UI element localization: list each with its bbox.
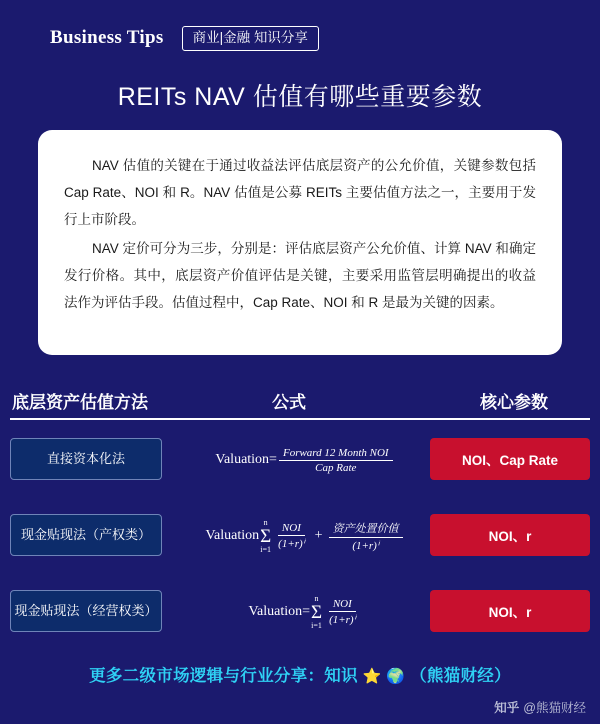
method-cell: 现金贴现法（产权类） bbox=[10, 514, 162, 556]
sum-upper-limit: n bbox=[314, 593, 319, 603]
fraction bbox=[329, 520, 403, 552]
footer-banner bbox=[0, 662, 600, 686]
formula-cell bbox=[180, 430, 430, 490]
table-body bbox=[0, 430, 600, 658]
header-divider bbox=[10, 418, 590, 420]
sum-upper-limit: n bbox=[263, 517, 268, 527]
fraction bbox=[279, 447, 393, 474]
brand-title: Business Tips bbox=[50, 27, 164, 49]
fraction-denominator: Cap Rate bbox=[315, 461, 357, 474]
formula-cell bbox=[180, 582, 430, 642]
sigma-glyph: Σ bbox=[260, 525, 272, 547]
footer-text-after: （熊猫财经） bbox=[410, 667, 511, 685]
fraction-numerator: 资产处置价值 bbox=[329, 520, 403, 538]
params-cell: NOI、Cap Rate bbox=[430, 438, 590, 480]
table-header bbox=[0, 388, 600, 414]
column-header-method: 底层资产估值方法 bbox=[12, 393, 148, 412]
page-title: REITs NAV 估值有哪些重要参数 bbox=[117, 82, 483, 111]
fraction-numerator: NOI bbox=[278, 522, 305, 536]
summation-symbol bbox=[260, 519, 271, 554]
fraction-denominator: (1+r)ⁱ bbox=[278, 538, 305, 550]
plus-sign: + bbox=[314, 528, 323, 543]
sigma-glyph: Σ bbox=[311, 601, 323, 623]
formula-label: Valuation bbox=[205, 528, 260, 543]
intro-paragraph-1: NAV 估值的关键在于通过收益法评估底层资产的公允价值，关键参数包括 Cap Rate、NOI 和 R。NAV 估值是公募 REITs 主要估值方法之一，主要用于发行上市阶段。 bbox=[64, 158, 536, 227]
summation-symbol bbox=[311, 595, 322, 630]
brand-tag: 商业|金融 知识分享 bbox=[182, 26, 319, 51]
watermark-account: @熊猫财经 bbox=[523, 701, 586, 715]
watermark bbox=[494, 698, 586, 716]
method-cell: 现金贴现法（经营权类） bbox=[10, 590, 162, 632]
formula-label: Valuation= bbox=[215, 452, 277, 467]
sum-lower-limit: i=1 bbox=[260, 544, 271, 554]
intro-paragraph-2: NAV 定价可分为三步，分别是：评估底层资产公允价值、计算 NAV 和确定发行价格。其中，底层资产价值评估是关键，主要采用监管层明确提出的收益法作为评估手段。估值过程中，Cap Rate、NOI 和 R 是最为关键的因素。 bbox=[64, 241, 536, 310]
zhihu-logo: 知乎 bbox=[494, 701, 520, 715]
header bbox=[0, 0, 600, 51]
table-row bbox=[0, 430, 600, 506]
params-cell: NOI、r bbox=[430, 590, 590, 632]
fraction-numerator: NOI bbox=[329, 598, 356, 612]
intro-card bbox=[38, 130, 562, 355]
fraction bbox=[274, 522, 309, 550]
table-row bbox=[0, 506, 600, 582]
fraction bbox=[325, 598, 360, 626]
fraction-denominator: (1+r)ⁱ bbox=[329, 614, 356, 626]
table-row bbox=[0, 582, 600, 658]
fraction-numerator: Forward 12 Month NOI bbox=[279, 447, 393, 461]
formula-label: Valuation= bbox=[248, 604, 310, 619]
footer-text-before: 更多二级市场逻辑与行业分享：知识 bbox=[89, 667, 358, 685]
method-cell: 直接资本化法 bbox=[10, 438, 162, 480]
formula-cell bbox=[180, 506, 430, 566]
column-header-formula: 公式 bbox=[272, 393, 306, 412]
star-globe-icon: ⭐ 🌍 bbox=[362, 668, 406, 685]
sum-lower-limit: i=1 bbox=[311, 620, 322, 630]
column-header-params: 核心参数 bbox=[480, 393, 548, 412]
fraction-denominator: (1+r)ⁱ bbox=[352, 540, 379, 552]
params-cell: NOI、r bbox=[430, 514, 590, 556]
